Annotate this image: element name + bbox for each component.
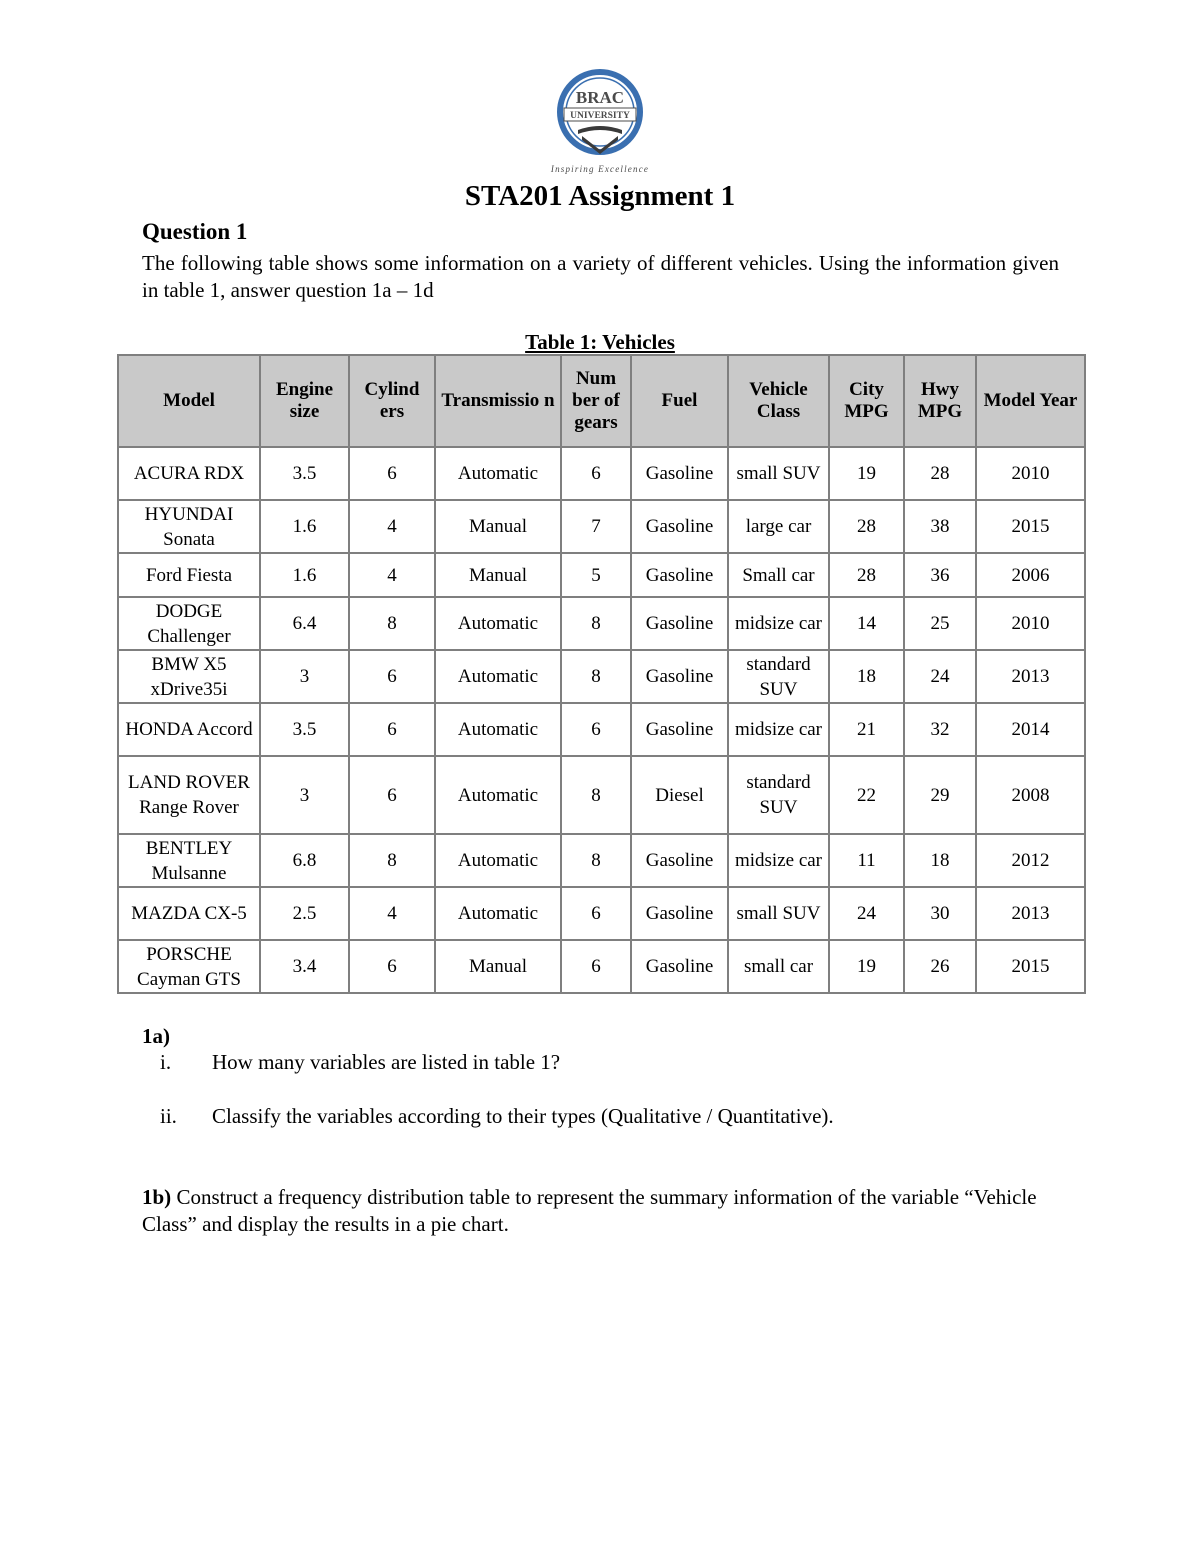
svg-text:UNIVERSITY: UNIVERSITY [570, 111, 630, 121]
cell-city-mpg: 14 [829, 597, 904, 650]
cell-gears: 8 [561, 756, 631, 834]
cell-fuel: Diesel [631, 756, 728, 834]
cell-engine-size: 3.5 [260, 703, 349, 756]
header-hwy-mpg: Hwy MPG [904, 355, 976, 447]
cell-city-mpg: 24 [829, 887, 904, 940]
cell-transmission: Automatic [435, 650, 561, 703]
cell-cylinders: 6 [349, 650, 435, 703]
cell-fuel: Gasoline [631, 834, 728, 887]
cell-hwy-mpg: 38 [904, 500, 976, 553]
cell-gears: 8 [561, 597, 631, 650]
cell-fuel: Gasoline [631, 553, 728, 597]
cell-city-mpg: 22 [829, 756, 904, 834]
cell-vehicle-class: midsize car [728, 597, 829, 650]
cell-cylinders: 4 [349, 500, 435, 553]
cell-vehicle-class: small SUV [728, 447, 829, 500]
cell-model: LAND ROVER Range Rover [118, 756, 260, 834]
cell-gears: 8 [561, 834, 631, 887]
cell-hwy-mpg: 32 [904, 703, 976, 756]
table-row [118, 940, 1085, 993]
cell-gears: 8 [561, 650, 631, 703]
cell-hwy-mpg: 26 [904, 940, 976, 993]
cell-transmission: Automatic [435, 447, 561, 500]
cell-cylinders: 6 [349, 703, 435, 756]
header-vehicle-class: Vehicle Class [728, 355, 829, 447]
cell-cylinders: 4 [349, 887, 435, 940]
cell-fuel: Gasoline [631, 703, 728, 756]
cell-gears: 6 [561, 703, 631, 756]
cell-city-mpg: 18 [829, 650, 904, 703]
cell-model-year: 2013 [976, 887, 1085, 940]
cell-model-year: 2013 [976, 650, 1085, 703]
cell-city-mpg: 28 [829, 553, 904, 597]
cell-cylinders: 4 [349, 553, 435, 597]
table-row [118, 500, 1085, 553]
cell-vehicle-class: small SUV [728, 887, 829, 940]
cell-model-year: 2012 [976, 834, 1085, 887]
header-cylinders: Cylind ers [349, 355, 435, 447]
cell-model-year: 2010 [976, 597, 1085, 650]
cell-model-year: 2006 [976, 553, 1085, 597]
cell-model: BENTLEY Mulsanne [118, 834, 260, 887]
cell-hwy-mpg: 25 [904, 597, 976, 650]
header-model: Model [118, 355, 260, 447]
question-heading: Question 1 [142, 219, 248, 244]
cell-city-mpg: 21 [829, 703, 904, 756]
cell-transmission: Automatic [435, 597, 561, 650]
cell-city-mpg: 19 [829, 447, 904, 500]
item-text: How many variables are listed in table 1? [212, 1050, 561, 1074]
cell-transmission: Manual [435, 500, 561, 553]
table-row [118, 834, 1085, 887]
table-row [118, 597, 1085, 650]
cell-vehicle-class: midsize car [728, 834, 829, 887]
svg-text:BRAC: BRAC [575, 88, 625, 107]
question-1b-label: 1b) [142, 1185, 172, 1209]
cell-city-mpg: 19 [829, 940, 904, 993]
cell-engine-size: 1.6 [260, 500, 349, 553]
table-row [118, 756, 1085, 834]
cell-city-mpg: 11 [829, 834, 904, 887]
cell-hwy-mpg: 30 [904, 887, 976, 940]
cell-engine-size: 6.4 [260, 597, 349, 650]
cell-model: MAZDA CX-5 [118, 887, 260, 940]
cell-engine-size: 1.6 [260, 553, 349, 597]
cell-transmission: Automatic [435, 703, 561, 756]
question-1a-i [142, 1050, 1072, 1075]
table-row [118, 650, 1085, 703]
cell-model: HONDA Accord [118, 703, 260, 756]
item-number: ii. [160, 1104, 177, 1128]
table-row [118, 553, 1085, 597]
cell-fuel: Gasoline [631, 650, 728, 703]
cell-gears: 6 [561, 887, 631, 940]
cell-transmission: Manual [435, 940, 561, 993]
header-engine-size: Engine size [260, 355, 349, 447]
cell-transmission: Manual [435, 553, 561, 597]
table-row [118, 887, 1085, 940]
svg-text:Inspiring Excellence: Inspiring Excellence [550, 164, 650, 174]
cell-vehicle-class: standard SUV [728, 650, 829, 703]
cell-model: DODGE Challenger [118, 597, 260, 650]
cell-engine-size: 3 [260, 650, 349, 703]
vehicles-table [117, 354, 1086, 994]
logo-emblem [540, 68, 660, 178]
cell-model-year: 2010 [976, 447, 1085, 500]
cell-fuel: Gasoline [631, 500, 728, 553]
cell-hwy-mpg: 18 [904, 834, 976, 887]
header-fuel: Fuel [631, 355, 728, 447]
question-1b-text: Construct a frequency distribution table to represent the summary information of the variable “Vehicle Class” and display the results in a pie chart. [142, 1185, 1037, 1236]
cell-cylinders: 8 [349, 834, 435, 887]
cell-gears: 7 [561, 500, 631, 553]
cell-vehicle-class: standard SUV [728, 756, 829, 834]
cell-model-year: 2008 [976, 756, 1085, 834]
brac-university-logo [540, 68, 660, 178]
page-title: STA201 Assignment 1 [464, 180, 736, 212]
cell-cylinders: 6 [349, 447, 435, 500]
cell-engine-size: 2.5 [260, 887, 349, 940]
cell-hwy-mpg: 28 [904, 447, 976, 500]
cell-model-year: 2015 [976, 500, 1085, 553]
cell-model: HYUNDAI Sonata [118, 500, 260, 553]
cell-fuel: Gasoline [631, 887, 728, 940]
cell-cylinders: 8 [349, 597, 435, 650]
question-1b [142, 1184, 1072, 1238]
table-row [118, 703, 1085, 756]
cell-model: Ford Fiesta [118, 553, 260, 597]
cell-hwy-mpg: 24 [904, 650, 976, 703]
cell-vehicle-class: large car [728, 500, 829, 553]
cell-transmission: Automatic [435, 756, 561, 834]
cell-model: ACURA RDX [118, 447, 260, 500]
item-text: Classify the variables according to their types (Qualitative / Quantitative). [212, 1104, 834, 1128]
cell-model: PORSCHE Cayman GTS [118, 940, 260, 993]
cell-hwy-mpg: 36 [904, 553, 976, 597]
cell-cylinders: 6 [349, 756, 435, 834]
header-transmission: Transmissio n [435, 355, 561, 447]
table-header-row [118, 355, 1085, 447]
intro-paragraph: The following table shows some information on a variety of different vehicles. Using the information given in table 1, answer question 1a – 1d [142, 251, 1059, 302]
cell-model-year: 2015 [976, 940, 1085, 993]
header-model-year: Model Year [976, 355, 1085, 447]
item-number: i. [160, 1050, 172, 1074]
header-city-mpg: City MPG [829, 355, 904, 447]
cell-vehicle-class: midsize car [728, 703, 829, 756]
cell-city-mpg: 28 [829, 500, 904, 553]
cell-vehicle-class: small car [728, 940, 829, 993]
cell-transmission: Automatic [435, 887, 561, 940]
cell-cylinders: 6 [349, 940, 435, 993]
table-caption: Table 1: Vehicles [525, 330, 675, 354]
cell-transmission: Automatic [435, 834, 561, 887]
cell-fuel: Gasoline [631, 447, 728, 500]
cell-gears: 6 [561, 940, 631, 993]
cell-engine-size: 3 [260, 756, 349, 834]
cell-hwy-mpg: 29 [904, 756, 976, 834]
cell-gears: 6 [561, 447, 631, 500]
cell-fuel: Gasoline [631, 940, 728, 993]
cell-fuel: Gasoline [631, 597, 728, 650]
cell-vehicle-class: Small car [728, 553, 829, 597]
cell-gears: 5 [561, 553, 631, 597]
question-1a-ii [142, 1104, 1072, 1129]
header-number-of-gears: Num ber of gears [561, 355, 631, 447]
question-1a-label: 1a) [142, 1024, 170, 1048]
cell-engine-size: 3.4 [260, 940, 349, 993]
cell-engine-size: 6.8 [260, 834, 349, 887]
cell-engine-size: 3.5 [260, 447, 349, 500]
cell-model-year: 2014 [976, 703, 1085, 756]
cell-model: BMW X5 xDrive35i [118, 650, 260, 703]
table-row [118, 447, 1085, 500]
